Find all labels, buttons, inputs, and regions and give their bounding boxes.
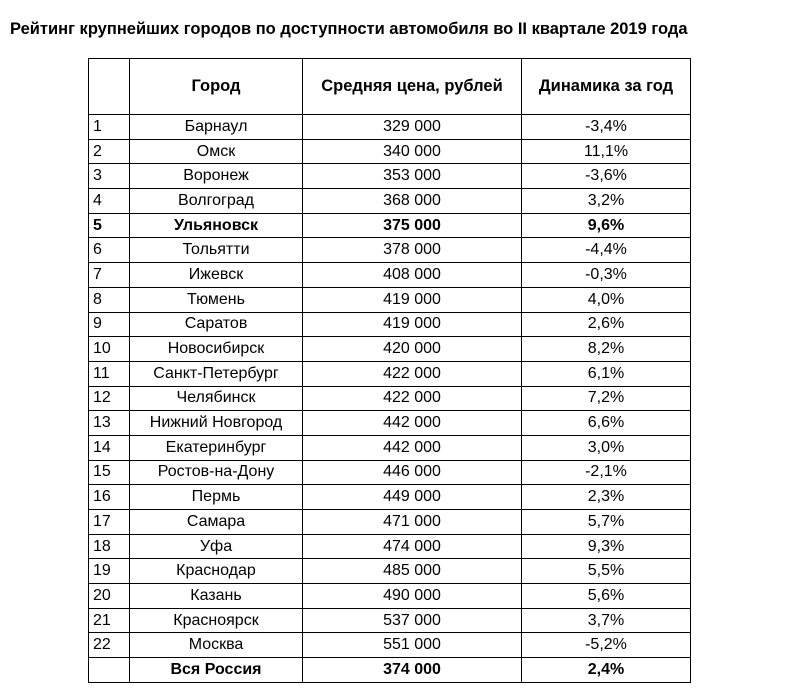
- cell-rank: 16: [89, 485, 130, 510]
- cell-dynamics: -0,3%: [522, 263, 691, 288]
- cell-city: Москва: [130, 633, 303, 658]
- table-row: [89, 485, 691, 510]
- cell-city: Ульяновск: [130, 213, 303, 238]
- table-header-row: [89, 59, 691, 115]
- cell-price: 446 000: [303, 460, 522, 485]
- cell-price: 422 000: [303, 361, 522, 386]
- page-title: Рейтинг крупнейших городов по доступности автомобиля во II квартале 2019 года: [10, 20, 688, 38]
- cell-dynamics: 3,2%: [522, 189, 691, 214]
- cell-city: Уфа: [130, 534, 303, 559]
- cell-price: 485 000: [303, 559, 522, 584]
- cell-rank: 19: [89, 559, 130, 584]
- cell-city: Самара: [130, 510, 303, 535]
- cell-rank: 2: [89, 139, 130, 164]
- cell-city: Тюмень: [130, 287, 303, 312]
- cell-price: 474 000: [303, 534, 522, 559]
- cell-dynamics: -2,1%: [522, 460, 691, 485]
- cell-city: Нижний Новгород: [130, 411, 303, 436]
- cell-price: 419 000: [303, 287, 522, 312]
- cell-city: Барнаул: [130, 115, 303, 140]
- table-row: [89, 510, 691, 535]
- cell-dynamics: -4,4%: [522, 238, 691, 263]
- table-row: [89, 584, 691, 609]
- cell-dynamics: 11,1%: [522, 139, 691, 164]
- cell-price: 329 000: [303, 115, 522, 140]
- cell-price: 420 000: [303, 337, 522, 362]
- cell-price: 551 000: [303, 633, 522, 658]
- cell-rank: 12: [89, 386, 130, 411]
- cell-price: 368 000: [303, 189, 522, 214]
- cell-rank: 10: [89, 337, 130, 362]
- table-row: [89, 608, 691, 633]
- cell-rank: 9: [89, 312, 130, 337]
- cell-city: Пермь: [130, 485, 303, 510]
- cell-city: Ижевск: [130, 263, 303, 288]
- cell-rank: 18: [89, 534, 130, 559]
- table-row: [89, 534, 691, 559]
- cell-price: 442 000: [303, 411, 522, 436]
- table-row: [89, 287, 691, 312]
- cell-dynamics: 6,1%: [522, 361, 691, 386]
- table-row: [89, 633, 691, 658]
- table-row: [89, 559, 691, 584]
- cell-city: Новосибирск: [130, 337, 303, 362]
- table-row: [89, 435, 691, 460]
- cell-rank: 11: [89, 361, 130, 386]
- cell-rank: 17: [89, 510, 130, 535]
- cell-rank: 21: [89, 608, 130, 633]
- cell-city: Волгоград: [130, 189, 303, 214]
- cell-city: Краснодар: [130, 559, 303, 584]
- table-row: [89, 115, 691, 140]
- cell-rank: 15: [89, 460, 130, 485]
- ranking-table: [88, 58, 691, 683]
- cell-city: Санкт-Петербург: [130, 361, 303, 386]
- cell-rank: 22: [89, 633, 130, 658]
- cell-city: Казань: [130, 584, 303, 609]
- cell-dynamics: 2,6%: [522, 312, 691, 337]
- cell-price: 422 000: [303, 386, 522, 411]
- cell-rank: [89, 658, 130, 683]
- cell-rank: 5: [89, 213, 130, 238]
- table-row: [89, 361, 691, 386]
- cell-dynamics: 9,6%: [522, 213, 691, 238]
- table-row: [89, 337, 691, 362]
- cell-rank: 1: [89, 115, 130, 140]
- table-row: [89, 238, 691, 263]
- cell-rank: 6: [89, 238, 130, 263]
- cell-dynamics: -3,6%: [522, 164, 691, 189]
- cell-dynamics: 5,7%: [522, 510, 691, 535]
- cell-dynamics: -3,4%: [522, 115, 691, 140]
- table-row: [89, 312, 691, 337]
- cell-rank: 13: [89, 411, 130, 436]
- cell-rank: 3: [89, 164, 130, 189]
- cell-price: 490 000: [303, 584, 522, 609]
- table-row: [89, 164, 691, 189]
- cell-dynamics: 4,0%: [522, 287, 691, 312]
- cell-rank: 8: [89, 287, 130, 312]
- table-row: [89, 460, 691, 485]
- cell-price: 419 000: [303, 312, 522, 337]
- table-row: [89, 386, 691, 411]
- header-dynamics: Динамика за год: [522, 59, 691, 115]
- cell-dynamics: 3,7%: [522, 608, 691, 633]
- cell-rank: 4: [89, 189, 130, 214]
- cell-city: Красноярск: [130, 608, 303, 633]
- table-row: [89, 213, 691, 238]
- table-row: [89, 263, 691, 288]
- cell-city: Вся Россия: [130, 658, 303, 683]
- cell-price: 378 000: [303, 238, 522, 263]
- table-total-row: [89, 658, 691, 683]
- cell-price: 442 000: [303, 435, 522, 460]
- cell-dynamics: 5,5%: [522, 559, 691, 584]
- cell-price: 340 000: [303, 139, 522, 164]
- cell-price: 537 000: [303, 608, 522, 633]
- cell-city: Воронеж: [130, 164, 303, 189]
- cell-city: Тольятти: [130, 238, 303, 263]
- table-row: [89, 411, 691, 436]
- header-city: Город: [130, 59, 303, 115]
- cell-city: Ростов-на-Дону: [130, 460, 303, 485]
- cell-price: 408 000: [303, 263, 522, 288]
- cell-dynamics: 3,0%: [522, 435, 691, 460]
- cell-city: Челябинск: [130, 386, 303, 411]
- cell-city: Омск: [130, 139, 303, 164]
- cell-rank: 7: [89, 263, 130, 288]
- cell-price: 471 000: [303, 510, 522, 535]
- cell-dynamics: 6,6%: [522, 411, 691, 436]
- table-row: [89, 189, 691, 214]
- cell-dynamics: 7,2%: [522, 386, 691, 411]
- header-price: Средняя цена, рублей: [303, 59, 522, 115]
- cell-dynamics: 5,6%: [522, 584, 691, 609]
- cell-city: Саратов: [130, 312, 303, 337]
- cell-dynamics: 9,3%: [522, 534, 691, 559]
- cell-rank: 14: [89, 435, 130, 460]
- cell-price: 374 000: [303, 658, 522, 683]
- cell-price: 449 000: [303, 485, 522, 510]
- cell-dynamics: 8,2%: [522, 337, 691, 362]
- cell-dynamics: 2,4%: [522, 658, 691, 683]
- cell-price: 353 000: [303, 164, 522, 189]
- cell-rank: 20: [89, 584, 130, 609]
- cell-dynamics: -5,2%: [522, 633, 691, 658]
- table-row: [89, 139, 691, 164]
- cell-price: 375 000: [303, 213, 522, 238]
- cell-dynamics: 2,3%: [522, 485, 691, 510]
- header-rank: [89, 59, 130, 115]
- table-body: [89, 115, 691, 683]
- cell-city: Екатеринбург: [130, 435, 303, 460]
